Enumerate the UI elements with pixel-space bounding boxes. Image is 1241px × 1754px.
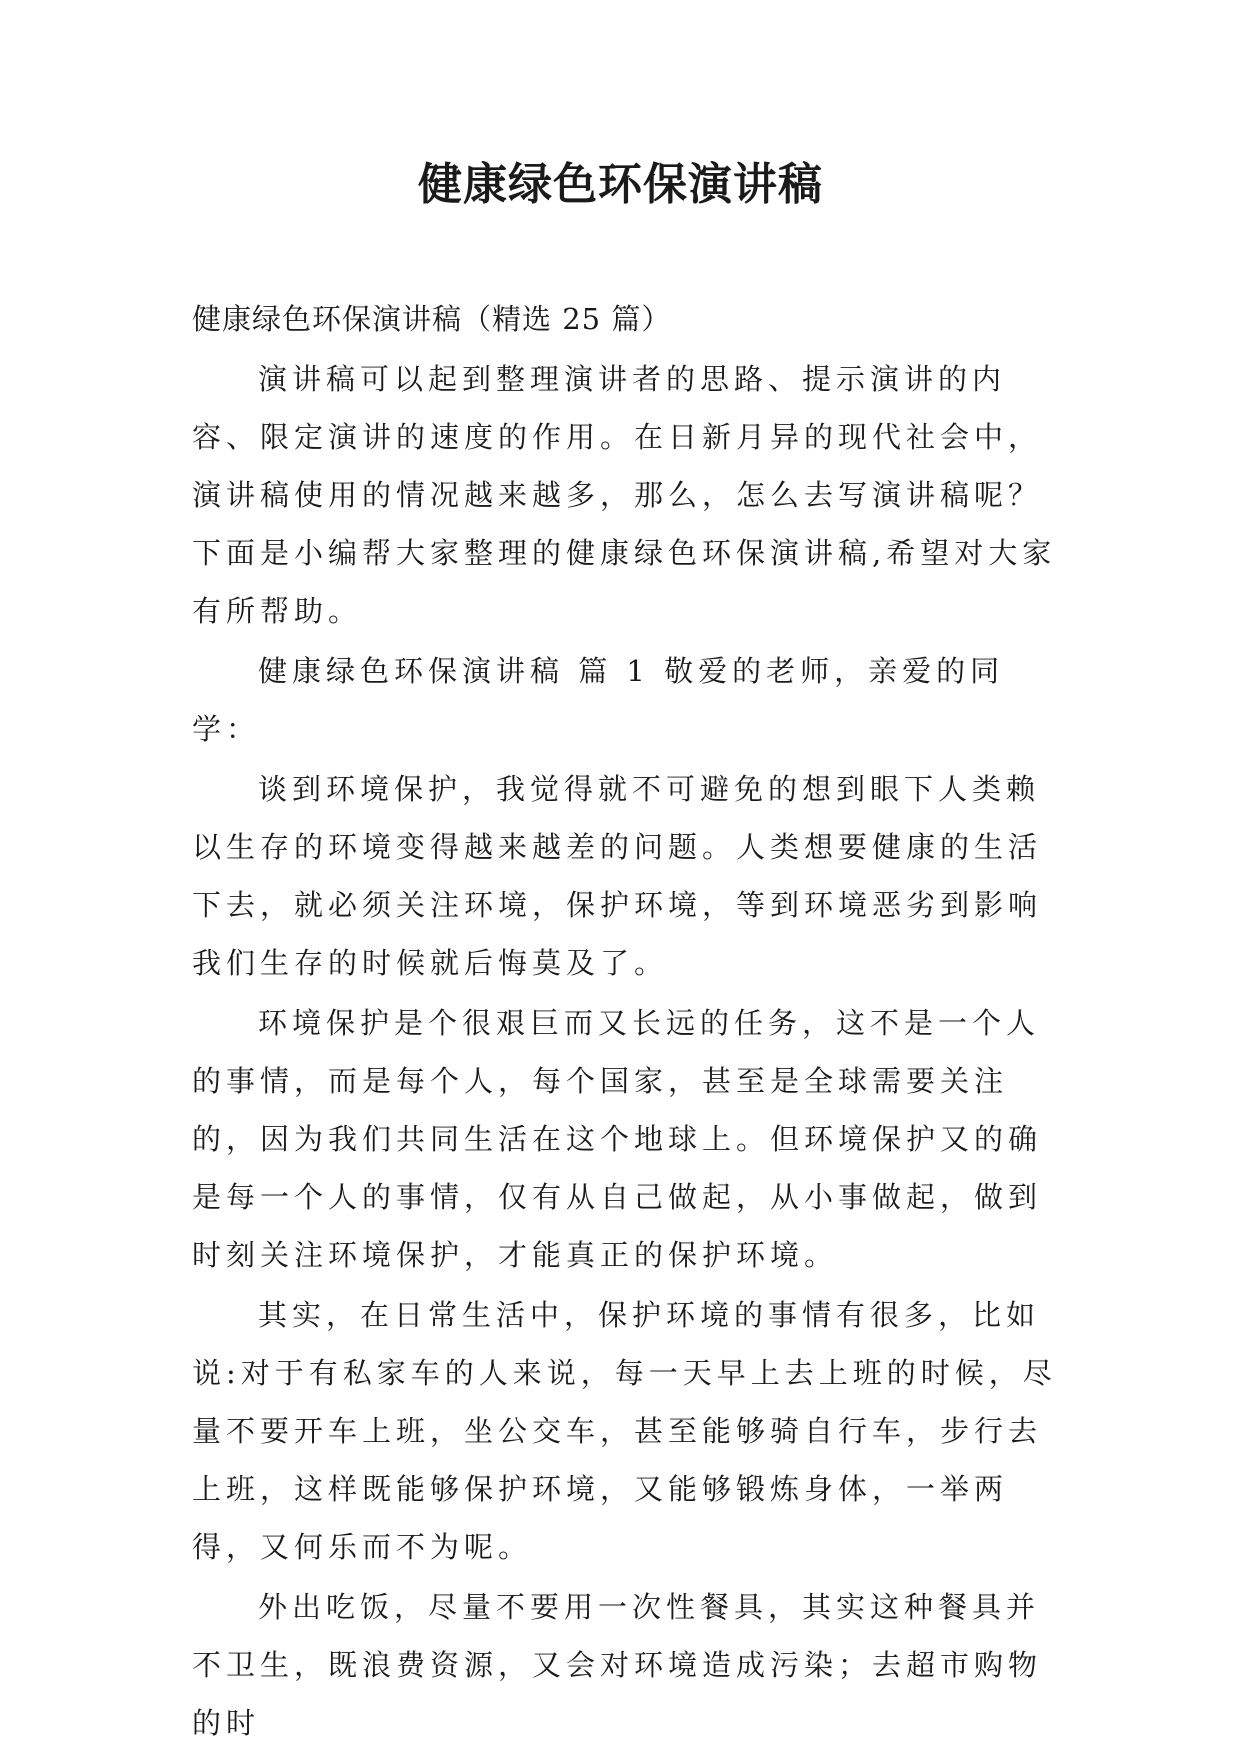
paragraph-dining: 外出吃饭，尽量不要用一次性餐具，其实这种餐具并不卫生，既浪费资源，又会对环境造成污染；去超市购物的时 bbox=[192, 1590, 1043, 1740]
document-title: 健康绿色环保演讲稿 bbox=[418, 159, 823, 210]
paragraph-section-heading: 健康绿色环保演讲稿 篇 1 敬爱的老师，亲爱的同学： bbox=[192, 654, 1005, 746]
document-body bbox=[192, 290, 1062, 1754]
paragraph-daily-life: 其实，在日常生活中，保护环境的事情有很多，比如说:对于有私家车的人来说，每一天早上去上班的时候，尽量不要开车上班，坐公交车，甚至能够骑自行车，步行去上班，这样既能够保护环境，又能够锻炼身体，一举两得，又何乐而不为呢。 bbox=[192, 1298, 1057, 1564]
paragraph-intro: 演讲稿可以起到整理演讲者的思路、提示演讲的内容、限定演讲的速度的作用。在日新月异的现代社会中，演讲稿使用的情况越来越多，那么，怎么去写演讲稿呢？下面是小编帮大家整理的健康绿色环保演讲稿,希望对大家有所帮助。 bbox=[192, 362, 1057, 628]
paragraph-responsibility: 环境保护是个很艰巨而又长远的任务，这不是一个人的事情，而是每个人，每个国家，甚至是全球需要关注的，因为我们共同生活在这个地球上。但环境保护又的确是每一个人的事情，仅有从自己做起，从小事做起，做到时刻关注环境保护，才能真正的保护环境。 bbox=[192, 1006, 1043, 1272]
document-subtitle: 健康绿色环保演讲稿（精选 25 篇） bbox=[192, 302, 672, 336]
paragraph-environment: 谈到环境保护，我觉得就不可避免的想到眼下人类赖以生存的环境变得越来越差的问题。人类想要健康的生活下去，就必须关注环境，保护环境，等到环境恶劣到影响我们生存的时候就后悔莫及了。 bbox=[192, 772, 1043, 980]
